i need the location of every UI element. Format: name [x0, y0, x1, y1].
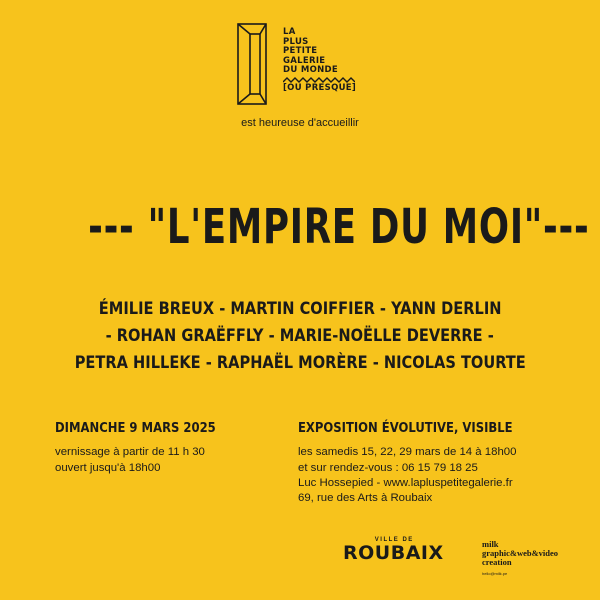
milk-line: milk: [482, 539, 499, 549]
exhibition-title-text: --- "L'EMPIRE DU MOI"---: [88, 199, 590, 255]
roubaix-big-text: ROUBAIX: [343, 542, 444, 564]
exposition-block: [298, 421, 548, 506]
vernissage-line: ouvert jusqu'à 18h00: [55, 461, 161, 474]
milk-line: graphic&web&video: [482, 548, 559, 558]
exposition-line: 69, rue des Arts à Roubaix: [298, 492, 433, 505]
exposition-heading: [298, 421, 548, 436]
exposition-line: les samedis 15, 22, 29 mars de 14 à 18h00: [298, 446, 517, 459]
exposition-line: et sur rendez-vous : 06 15 79 18 25: [298, 461, 478, 474]
artists-line-text: ÉMILIE BREUX - MARTIN COIFFIER - YANN DERLIN: [98, 299, 502, 319]
logo-line: DU MONDE: [283, 65, 338, 76]
exposition-heading-text: EXPOSITION ÉVOLUTIVE, VISIBLE: [298, 420, 513, 436]
logo-line: LA: [283, 27, 296, 37]
milk-line: creation: [482, 557, 512, 567]
exhibition-title: [0, 192, 600, 262]
logo-line: PLUS: [283, 36, 309, 47]
gallery-name: [283, 28, 356, 94]
logo-line: GALERIE: [283, 55, 326, 66]
artists-line: [0, 296, 600, 323]
vernissage-heading-text: DIMANCHE 9 MARS 2025: [55, 420, 216, 436]
vernissage-heading: [55, 421, 242, 436]
gallery-frame-icon: [236, 22, 276, 106]
artists-list: [0, 296, 600, 377]
artists-line: [0, 323, 600, 350]
logo-line: [OU PRESQUE]: [283, 82, 357, 93]
logo-line: PETITE: [283, 46, 318, 57]
exposition-line: Luc Hossepied - www.lapluspetitegalerie.fr: [298, 476, 513, 489]
roubaix-small-text: VILLE DE: [374, 537, 414, 543]
vernissage-line: vernissage à partir de 11 h 30: [55, 446, 205, 459]
artists-line-text: PETRA HILLEKE - RAPHAËL MORÈRE - NICOLAS TOURTE: [74, 353, 526, 373]
roubaix-logo: [343, 537, 444, 563]
milk-contact: hello@milk.pe: [482, 571, 508, 576]
vernissage-block: [55, 421, 242, 476]
artists-line-text: - ROHAN GRAËFFLY - MARIE-NOËLLE DEVERRE -: [105, 326, 495, 346]
artists-line: [0, 350, 600, 377]
milk-logo: [482, 540, 558, 578]
subtitle: est heureuse d'accueillir: [241, 117, 359, 129]
gallery-logo: [236, 22, 356, 106]
